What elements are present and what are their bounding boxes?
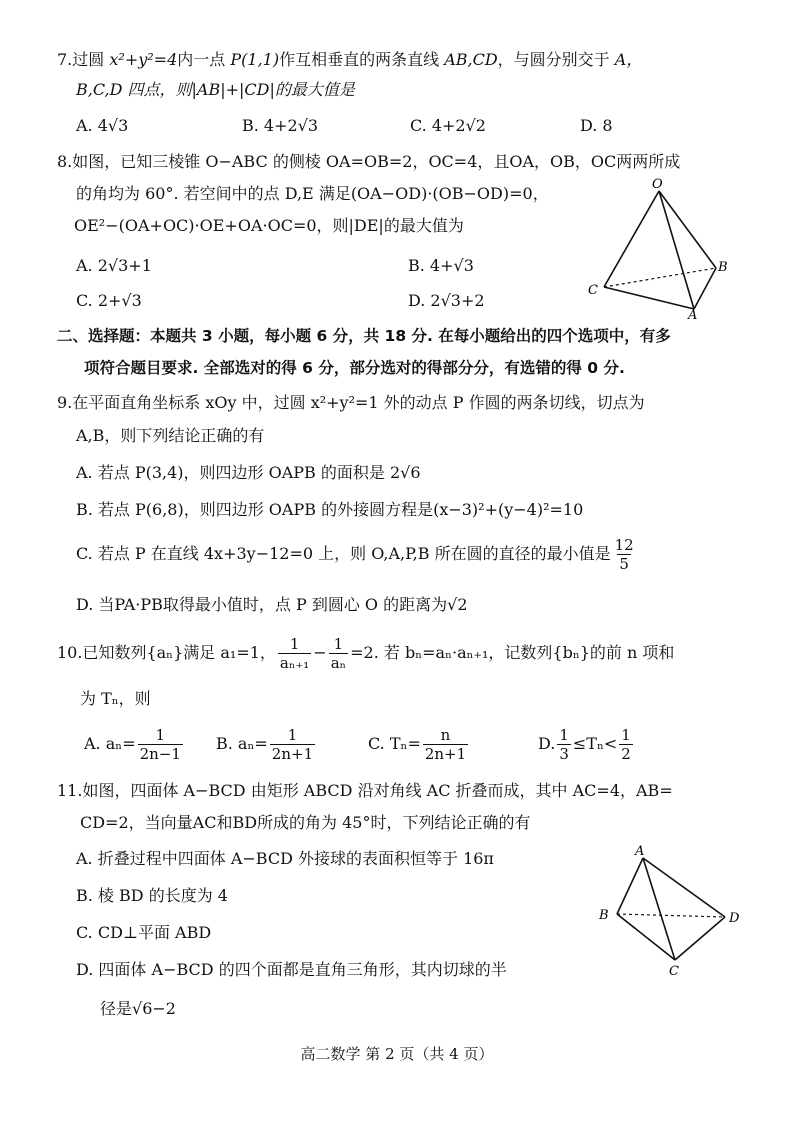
q11-tetrahedron-figure: [595, 842, 755, 977]
q11-line2: CD=2，当向量AC和BD所成的角为 45°时，下列结论正确的有: [80, 813, 531, 832]
q9-option-c: C. 若点 P 在直线 4x+3y−12=0 上，则 O,A,P,B 所在圆的直径的最小值是 $\frac{12}{5}$: [76, 536, 634, 573]
q11-option-c: C. CD⊥平面 ABD: [76, 923, 212, 942]
q7-line1: 7.过圆 x²+y²=4内一点 P(1,1)作互相垂直的两条直线 AB,CD，与圆分别交于 A，: [57, 50, 643, 69]
q10-option-b: B. aₙ= $\frac{1}{2n+1}$: [216, 726, 314, 763]
q10-option-a: A. aₙ= $\frac{1}{2n-1}$: [84, 726, 181, 763]
q11-fig-label-b: B: [599, 908, 609, 923]
q8-option-c: C. 2+√3: [76, 291, 142, 310]
q8-fig-label-c: C: [588, 283, 598, 298]
q9-option-b: B. 若点 P(6,8)，则四边形 OAPB 的外接圆方程是(x−3)²+(y−4)²=10: [76, 500, 584, 519]
q11-option-d-line2: 径是√6−2: [100, 999, 176, 1018]
q11-fig-label-c: C: [669, 964, 679, 977]
q7-circle-eq: x²+y²=4: [109, 50, 178, 69]
q7-option-b: B. 4+2√3: [242, 116, 319, 135]
q8-tetrahedron-figure: [582, 175, 732, 320]
q8-line3: OE²−(OA+OC)·OE+OA·OC=0，则|DE|的最大值为: [74, 216, 464, 235]
q7-line2: B,C,D 四点，则|AB|+|CD|的最大值是: [76, 80, 355, 99]
q8-option-d: D. 2√3+2: [408, 291, 485, 310]
q7-option-c: C. 4+2√2: [410, 116, 486, 135]
q9-line2: A,B，则下列结论正确的有: [76, 426, 265, 445]
q11-option-b: B. 棱 BD 的长度为 4: [76, 886, 228, 905]
q11-line1: 11.如图，四面体 A−BCD 由矩形 ABCD 沿对角线 AC 折叠而成，其中 AC=4，AB=: [57, 781, 673, 800]
q11-option-a: A. 折叠过程中四面体 A−BCD 外接球的表面积恒等于 16π: [76, 849, 494, 868]
q9-option-a: A. 若点 P(3,4)，则四边形 OAPB 的面积是 2√6: [76, 463, 421, 482]
q10-option-c: C. Tₙ= $\frac{n}{2n+1}$: [368, 726, 467, 763]
q8-fig-label-a: A: [688, 308, 698, 320]
q9-option-d: D. 当PA·PB取得最小值时，点 P 到圆心 O 的距离为√2: [76, 595, 468, 614]
q8-fig-label-b: B: [718, 260, 728, 275]
q8-option-b: B. 4+√3: [408, 256, 474, 275]
q11-fig-label-d: D: [729, 911, 740, 926]
q11-option-d-line1: D. 四面体 A−BCD 的四个面都是直角三角形，其内切球的半: [76, 960, 507, 979]
q7-number: 7.: [57, 50, 73, 69]
section2-heading-line1: 二、选择题：本题共 3 小题，每小题 6 分，共 18 分. 在每小题给出的四个选项中，有多: [57, 327, 671, 345]
q9-line1: 9.在平面直角坐标系 xOy 中，过圆 x²+y²=1 外的动点 P 作圆的两条切线，切点为: [57, 393, 645, 412]
page-footer: 高二数学 第 2 页（共 4 页）: [300, 1045, 494, 1063]
q10-option-d: D. $\frac{1}{3}$ ≤Tₙ< $\frac{1}{2}$: [538, 726, 631, 763]
q10-frac2: $\frac{1}{\text{aₙ}}$: [330, 635, 347, 672]
q9-option-c-fraction: $\frac{12}{5}$: [614, 536, 634, 573]
q8-line1: 8.如图，已知三棱锥 O−ABC 的侧棱 OA=OB=2，OC=4，且OA，OB，OC两两所成: [57, 152, 681, 171]
q11-fig-label-a: A: [635, 844, 645, 859]
q10-frac1: $\frac{1}{\text{aₙ₊₁}}$: [279, 635, 310, 672]
q10-line1: 10.已知数列{aₙ}满足 a₁=1， $\frac{1}{\text{aₙ₊₁}}$ − $\frac{1}{\text{aₙ}}$ =2. 若 bₙ=aₙ·aₙ₊₁，记数列{bₙ}的前 n 项和: [57, 635, 675, 672]
q7-option-a: A. 4√3: [76, 116, 129, 135]
q8-line2: 的角均为 60°. 若空间中的点 D,E 满足(OA−OD)·(OB−OD)=0，: [76, 184, 549, 203]
section2-heading-line2: 项符合题目要求. 全部选对的得 6 分，部分选对的得部分分，有选错的得 0 分.: [84, 359, 625, 377]
q8-option-a: A. 2√3+1: [76, 256, 152, 275]
q7-option-d: D. 8: [580, 116, 613, 135]
q8-fig-label-o: O: [652, 177, 663, 192]
q10-line2: 为 Tₙ，则: [80, 689, 151, 708]
